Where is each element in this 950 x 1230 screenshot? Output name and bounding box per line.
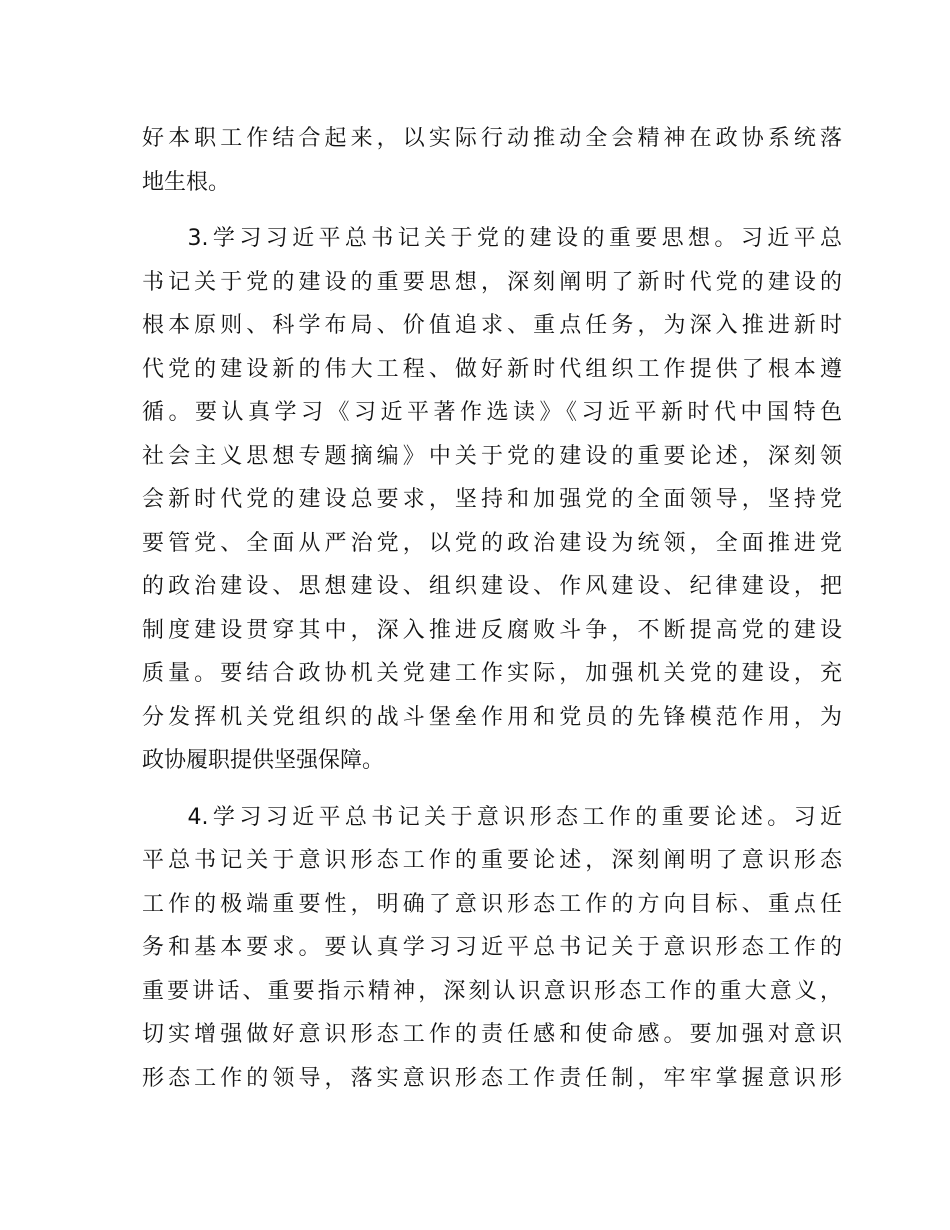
text-line: 政协履职提供坚强保障。 xyxy=(142,748,385,773)
text-line: 质量。要结合政协机关党建工作实际，加强机关党的建设，充 xyxy=(142,661,842,686)
text-line: 制度建设贯穿其中，深入推进反腐败斗争，不断提高党的建设 xyxy=(142,617,842,643)
text-line: 务和基本要求。要认真学习习近平总书记关于意识形态工作的 xyxy=(142,935,842,960)
text-line: 重要讲话、重要指示精神，深刻认识意识形态工作的重大意义， xyxy=(142,978,842,1004)
text-line: 会新时代党的建设总要求，坚持和加强党的全面领导，坚持党 xyxy=(142,487,842,512)
paragraph-2 xyxy=(142,217,842,783)
paragraph-1 xyxy=(142,117,842,204)
document-body xyxy=(142,117,842,1100)
text-line: 形态工作的领导，落实意识形态工作责任制，牢牢掌握意识形 xyxy=(142,1065,842,1091)
text-line: 的政治建设、思想建设、组织建设、作风建设、纪律建设，把 xyxy=(142,574,842,599)
text-line: 3.学习习近平总书记关于党的建设的重要思想。习近平总 xyxy=(142,226,842,251)
text-line: 循。要认真学习《习近平著作选读》《习近平新时代中国特色 xyxy=(142,400,842,425)
text-line: 4.学习习近平总书记关于意识形态工作的重要论述。习近 xyxy=(142,804,842,830)
text-line: 社会主义思想专题摘编》中关于党的建设的重要论述，深刻领 xyxy=(142,443,842,469)
paragraph-spacer xyxy=(142,204,842,217)
paragraph-spacer xyxy=(142,783,842,796)
text-line: 要管党、全面从严治党，以党的政治建设为统领，全面推进党 xyxy=(142,530,842,556)
text-line: 分发挥机关党组织的战斗堡垒作用和党员的先锋模范作用，为 xyxy=(142,704,842,730)
text-line: 好本职工作结合起来，以实际行动推动全会精神在政协系统落 xyxy=(142,126,842,151)
text-line: 平总书记关于意识形态工作的重要论述，深刻阐明了意识形态 xyxy=(142,848,842,873)
text-line: 代党的建设新的伟大工程、做好新时代组织工作提供了根本遵 xyxy=(142,356,842,382)
text-line: 地生根。 xyxy=(142,169,231,195)
text-line: 切实增强做好意识形态工作的责任感和使命感。要加强对意识 xyxy=(142,1022,842,1047)
text-line: 根本原则、科学布局、价值追求、重点任务，为深入推进新时 xyxy=(142,313,842,338)
paragraph-3 xyxy=(142,796,842,1101)
text-line: 工作的极端重要性，明确了意识形态工作的方向目标、重点任 xyxy=(142,891,842,917)
text-line: 书记关于党的建设的重要思想，深刻阐明了新时代党的建设的 xyxy=(142,269,842,295)
